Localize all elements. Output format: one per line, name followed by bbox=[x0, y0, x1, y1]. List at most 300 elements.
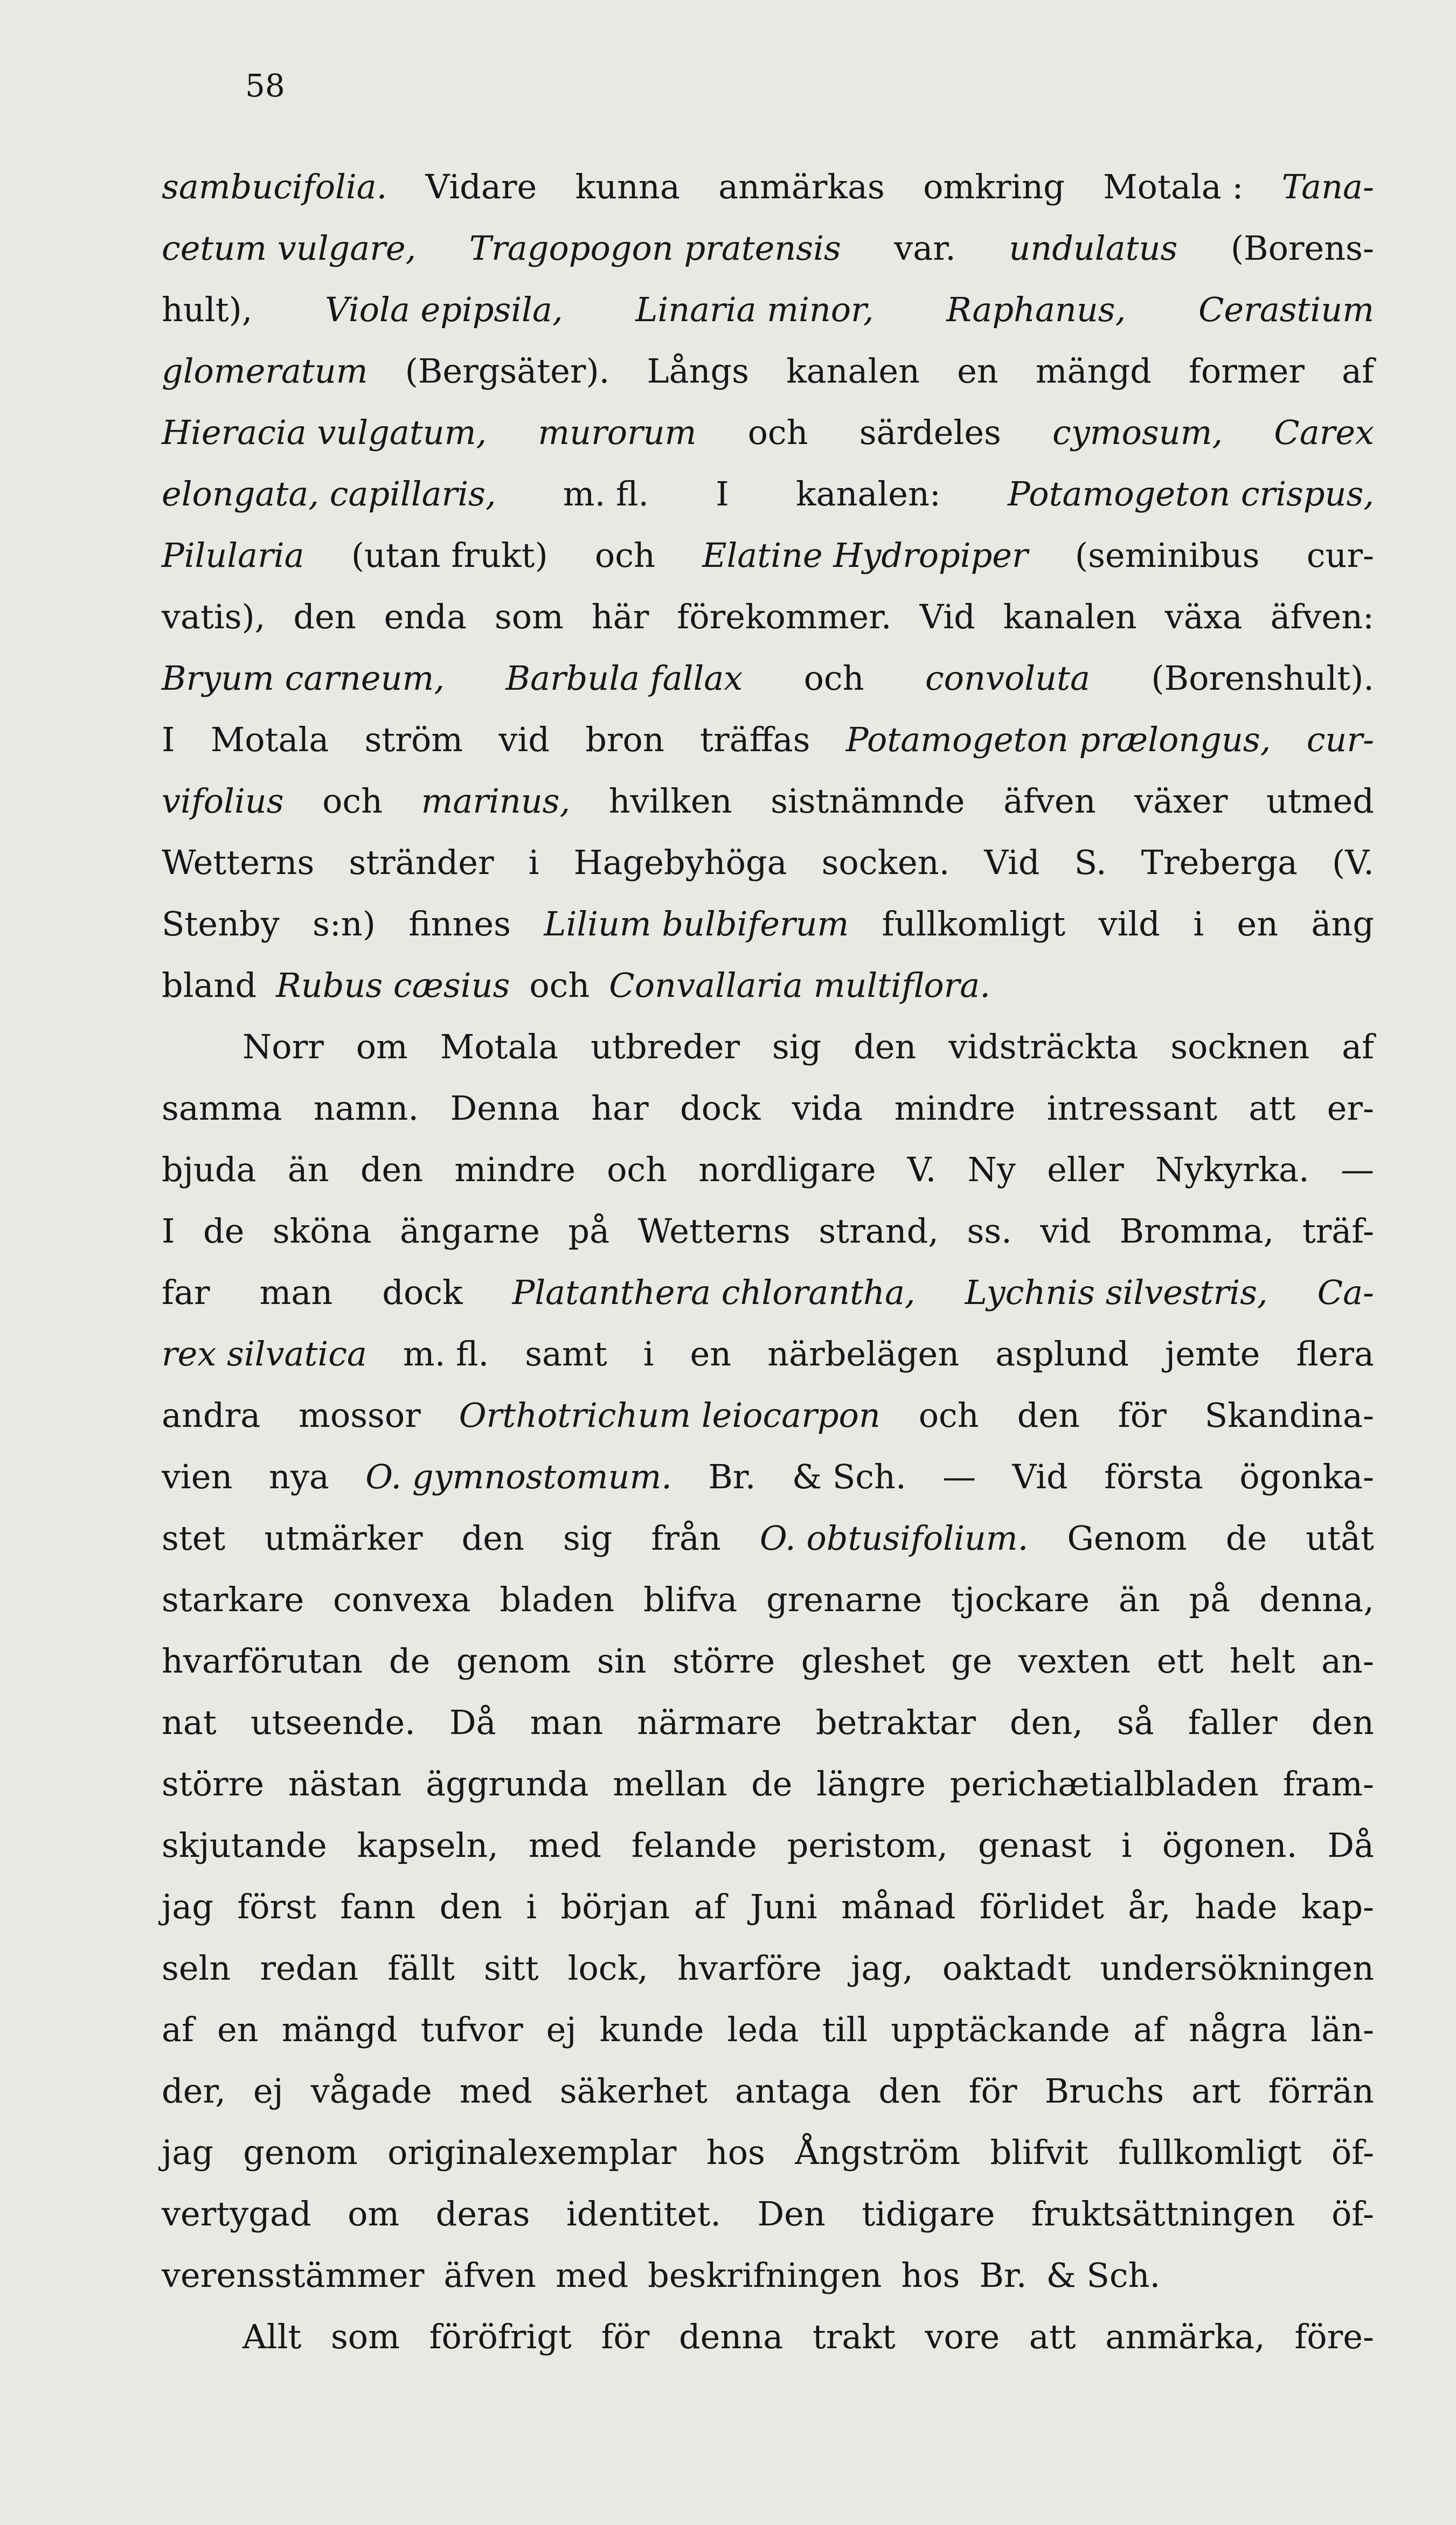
word: ängarne bbox=[400, 1211, 540, 1251]
word: förlidet bbox=[979, 1887, 1104, 1926]
word: af bbox=[1342, 1027, 1374, 1066]
word: mängd bbox=[1035, 351, 1152, 391]
word: kunna bbox=[575, 167, 680, 206]
word: växer bbox=[1134, 781, 1228, 821]
word: — bbox=[942, 1457, 976, 1496]
word: helt bbox=[1230, 1641, 1295, 1681]
word: af bbox=[1342, 351, 1374, 391]
italic-species-name: cymosum, bbox=[1052, 413, 1223, 452]
italic-species-name: Linaria minor, bbox=[635, 290, 874, 329]
word: Ny bbox=[967, 1150, 1016, 1189]
word: man bbox=[530, 1703, 604, 1742]
italic-species-name: convoluta bbox=[925, 658, 1090, 698]
text-line bbox=[162, 279, 1374, 341]
word: socken. bbox=[821, 843, 950, 882]
word: Hagebyhöga bbox=[573, 843, 787, 882]
word: med bbox=[528, 1826, 601, 1865]
word: Motala bbox=[440, 1027, 559, 1066]
word: Den bbox=[757, 2194, 826, 2233]
word: en bbox=[217, 2010, 259, 2049]
word: ögonka- bbox=[1239, 1457, 1374, 1496]
italic-species-name: Tragopogon pratensis bbox=[469, 228, 841, 268]
word: dock bbox=[680, 1088, 761, 1128]
word: deras bbox=[435, 2194, 530, 2233]
italic-species-name: Ca- bbox=[1317, 1273, 1374, 1312]
word: sig bbox=[563, 1518, 613, 1558]
word: anmärkas bbox=[718, 167, 885, 206]
word: och bbox=[529, 966, 590, 1005]
word: hvarföre bbox=[677, 1948, 822, 1988]
word: en bbox=[690, 1334, 732, 1374]
word: trakt bbox=[812, 2317, 896, 2356]
word: lock, bbox=[567, 1948, 648, 1988]
word: an- bbox=[1321, 1641, 1374, 1681]
word: flera bbox=[1296, 1334, 1374, 1374]
word: Vid bbox=[1012, 1457, 1068, 1496]
italic-species-name: cetum vulgare, bbox=[162, 228, 417, 268]
word: (Borenshult). bbox=[1151, 658, 1374, 698]
word: början bbox=[560, 1887, 670, 1926]
word: Vid bbox=[984, 843, 1040, 882]
italic-species-name: Lychnis silvestris, bbox=[965, 1273, 1268, 1312]
word: (utan frukt) bbox=[351, 536, 548, 575]
word: med bbox=[555, 2256, 629, 2295]
word: fullkomligt bbox=[882, 904, 1066, 944]
word: ge bbox=[951, 1641, 993, 1681]
word: er- bbox=[1327, 1088, 1374, 1128]
word: vid bbox=[498, 720, 550, 759]
word: längre bbox=[816, 1764, 926, 1803]
word: fann bbox=[340, 1887, 416, 1926]
word: nat bbox=[162, 1703, 217, 1742]
word: socknen bbox=[1170, 1027, 1310, 1066]
text-line bbox=[162, 2061, 1374, 2122]
word: nya bbox=[268, 1457, 329, 1496]
italic-species-name: vifolius bbox=[162, 781, 284, 821]
word: hade bbox=[1195, 1887, 1278, 1926]
word: mossor bbox=[299, 1396, 421, 1435]
word: Allt bbox=[242, 2317, 302, 2356]
word: och bbox=[594, 536, 655, 575]
italic-species-name: rex silvatica bbox=[162, 1334, 367, 1374]
text-line bbox=[162, 1938, 1374, 1999]
word: utmed bbox=[1266, 781, 1374, 821]
word: utåt bbox=[1306, 1518, 1374, 1558]
word: om bbox=[348, 2194, 400, 2233]
word: denna, bbox=[1259, 1580, 1374, 1619]
word: skjutande bbox=[162, 1826, 327, 1865]
word: än bbox=[1118, 1580, 1160, 1619]
word: bland bbox=[162, 966, 257, 1005]
text-line bbox=[162, 2122, 1374, 2183]
word: nordligare bbox=[698, 1150, 876, 1189]
word: ett bbox=[1156, 1641, 1204, 1681]
text-line bbox=[162, 2306, 1374, 2368]
word: s:n) bbox=[313, 904, 376, 944]
word: (Borens- bbox=[1230, 228, 1374, 268]
word: första bbox=[1104, 1457, 1203, 1496]
word: former bbox=[1188, 351, 1305, 391]
italic-species-name: cur- bbox=[1306, 720, 1374, 759]
word: den bbox=[293, 597, 356, 636]
word: säkerhet bbox=[559, 2071, 708, 2111]
word: peristom, bbox=[787, 1826, 948, 1865]
word: de bbox=[203, 1211, 245, 1251]
word: vertygad bbox=[162, 2194, 311, 2233]
word: här bbox=[591, 597, 649, 636]
word: verensstämmer bbox=[162, 2256, 425, 2295]
italic-species-name: Bryum carneum, bbox=[162, 658, 445, 698]
text-line bbox=[162, 955, 1374, 1016]
word: Vid bbox=[919, 597, 975, 636]
italic-species-name: marinus, bbox=[421, 781, 571, 821]
word: den, bbox=[1009, 1703, 1083, 1742]
word: i bbox=[1121, 1826, 1132, 1865]
word: jag bbox=[162, 2133, 213, 2172]
word: m. fl. bbox=[403, 1334, 489, 1374]
italic-species-name: glomeratum bbox=[162, 351, 368, 391]
word: & Sch. bbox=[792, 1457, 906, 1496]
word: vatis), bbox=[162, 597, 266, 636]
word: Stenby bbox=[162, 904, 280, 944]
word: i bbox=[643, 1334, 654, 1374]
word: äfven: bbox=[1270, 597, 1374, 636]
word: från bbox=[651, 1518, 721, 1558]
word: förrän bbox=[1268, 2071, 1374, 2111]
italic-species-name: O. obtusifolium. bbox=[759, 1518, 1029, 1558]
word: stränder bbox=[349, 843, 494, 882]
text-line bbox=[162, 1753, 1374, 1815]
text-line bbox=[162, 463, 1374, 525]
word: Bromma, bbox=[1119, 1211, 1274, 1251]
word: och bbox=[918, 1396, 979, 1435]
italic-species-name: Tana- bbox=[1281, 167, 1374, 206]
italic-species-name: Raphanus, bbox=[946, 290, 1126, 329]
word: I bbox=[162, 1211, 175, 1251]
word: några bbox=[1189, 2010, 1288, 2049]
word: far bbox=[162, 1273, 210, 1312]
word: seln bbox=[162, 1948, 231, 1988]
word: föröfrigt bbox=[429, 2317, 572, 2356]
word: af bbox=[694, 1887, 726, 1926]
italic-species-name: Convallaria multiflora. bbox=[609, 966, 990, 1005]
word: Wetterns bbox=[637, 1211, 791, 1251]
word: på bbox=[1189, 1580, 1231, 1619]
word: S. bbox=[1074, 843, 1107, 882]
word: faller bbox=[1188, 1703, 1278, 1742]
text-line bbox=[162, 1446, 1374, 1508]
italic-species-name: Viola epipsila, bbox=[325, 290, 563, 329]
word: Denna bbox=[450, 1088, 560, 1128]
word: nästan bbox=[288, 1764, 402, 1803]
text-line bbox=[162, 1262, 1374, 1323]
word: vild bbox=[1098, 904, 1160, 944]
word: cur- bbox=[1306, 536, 1374, 575]
word: i bbox=[528, 843, 539, 882]
word: en bbox=[1237, 904, 1278, 944]
italic-species-name: Lilium bulbiferum bbox=[544, 904, 849, 944]
italic-species-name: undulatus bbox=[1009, 228, 1178, 268]
word: äggrunda bbox=[426, 1764, 589, 1803]
text-line bbox=[162, 1016, 1374, 1078]
word: med bbox=[459, 2071, 532, 2111]
word: kapseln, bbox=[357, 1826, 498, 1865]
word: vida bbox=[792, 1088, 863, 1128]
word: år, bbox=[1128, 1887, 1171, 1926]
text-line bbox=[162, 402, 1374, 463]
text-line bbox=[162, 1692, 1374, 1753]
italic-species-name: Hieracia vulgatum, bbox=[162, 413, 487, 452]
word: öf- bbox=[1331, 2194, 1374, 2233]
word: Br. bbox=[708, 1457, 756, 1496]
word: intressant bbox=[1046, 1088, 1218, 1128]
word: så bbox=[1117, 1703, 1154, 1742]
word: län- bbox=[1311, 2010, 1374, 2049]
word: (V. bbox=[1332, 843, 1374, 882]
word: genom bbox=[243, 2133, 358, 2172]
word: originalexemplar bbox=[387, 2133, 677, 2172]
word: bjuda bbox=[162, 1150, 256, 1189]
word: öf- bbox=[1331, 2133, 1374, 2172]
word: ej bbox=[546, 2010, 577, 2049]
word: Norr bbox=[242, 1027, 324, 1066]
word: för bbox=[601, 2317, 650, 2356]
word: förekommer. bbox=[677, 597, 892, 636]
word: (seminibus bbox=[1074, 536, 1260, 575]
text-line bbox=[162, 2245, 1374, 2306]
word: perichætialbladen bbox=[949, 1764, 1259, 1803]
word: större bbox=[672, 1641, 775, 1681]
word: vågade bbox=[310, 2071, 432, 2111]
word: och bbox=[322, 781, 383, 821]
word: den bbox=[360, 1150, 424, 1189]
word: dock bbox=[382, 1273, 463, 1312]
word: den bbox=[439, 1887, 502, 1926]
word: hult), bbox=[162, 290, 253, 329]
word: identitet. bbox=[566, 2194, 722, 2233]
word: Br. bbox=[979, 2256, 1027, 2295]
word: convexa bbox=[332, 1580, 471, 1619]
word: I bbox=[716, 474, 729, 514]
word: den bbox=[1311, 1703, 1374, 1742]
word: blifvit bbox=[990, 2133, 1088, 2172]
italic-species-name: murorum bbox=[538, 413, 697, 452]
word: för bbox=[968, 2071, 1017, 2111]
word: sitt bbox=[484, 1948, 539, 1988]
word: den bbox=[1017, 1396, 1080, 1435]
word: Då bbox=[449, 1703, 496, 1742]
body-text bbox=[162, 156, 1374, 2368]
word: närbelägen bbox=[767, 1334, 960, 1374]
word: hos bbox=[901, 2256, 960, 2295]
word: af bbox=[162, 2010, 194, 2049]
word: kanalen bbox=[1003, 597, 1137, 636]
word: vore bbox=[925, 2317, 1000, 2356]
word: var. bbox=[894, 228, 956, 268]
word: sköna bbox=[272, 1211, 372, 1251]
word: på bbox=[568, 1211, 610, 1251]
word: Genom bbox=[1067, 1518, 1187, 1558]
word: & Sch. bbox=[1046, 2256, 1161, 2295]
word: Vidare bbox=[425, 167, 537, 206]
word: om bbox=[356, 1027, 408, 1066]
word: har bbox=[591, 1088, 649, 1128]
word: Ångström bbox=[795, 2133, 961, 2172]
word: af bbox=[1133, 2010, 1166, 2049]
word: en bbox=[957, 351, 999, 391]
word: mindre bbox=[454, 1150, 576, 1189]
word: samt bbox=[525, 1334, 607, 1374]
word: de bbox=[751, 1764, 793, 1803]
word: undersökningen bbox=[1100, 1948, 1374, 1988]
word: ögonen. bbox=[1162, 1826, 1298, 1865]
word: jemte bbox=[1165, 1334, 1260, 1374]
word: tjockare bbox=[951, 1580, 1090, 1619]
word: ej bbox=[253, 2071, 283, 2111]
word: enda bbox=[384, 597, 467, 636]
word: fram- bbox=[1282, 1764, 1374, 1803]
word: och bbox=[607, 1150, 668, 1189]
italic-species-name: Pilularia bbox=[162, 536, 304, 575]
word: vien bbox=[162, 1457, 233, 1496]
word: månad bbox=[841, 1887, 956, 1926]
italic-species-name: Platanthera chlorantha, bbox=[512, 1273, 916, 1312]
italic-species-name: Rubus cæsius bbox=[276, 966, 510, 1005]
text-line bbox=[162, 1139, 1374, 1201]
italic-species-name: Potamogeton crispus, bbox=[1008, 474, 1374, 514]
text-line bbox=[162, 218, 1374, 279]
italic-species-name: Cerastium bbox=[1198, 290, 1374, 329]
word: utmärker bbox=[264, 1518, 423, 1558]
word: — bbox=[1340, 1150, 1374, 1189]
word: genast bbox=[977, 1826, 1091, 1865]
word: hvarförutan bbox=[162, 1641, 363, 1681]
word: än bbox=[287, 1150, 329, 1189]
word: i bbox=[1193, 904, 1204, 944]
italic-species-name: O. gymnostomum. bbox=[365, 1457, 672, 1496]
word: sin bbox=[597, 1641, 647, 1681]
word: anmärka, bbox=[1105, 2317, 1265, 2356]
word: att bbox=[1029, 2317, 1076, 2356]
word: der, bbox=[162, 2071, 226, 2111]
text-line bbox=[162, 586, 1374, 648]
word: att bbox=[1249, 1088, 1296, 1128]
word: kanalen: bbox=[796, 474, 941, 514]
text-line bbox=[162, 893, 1374, 955]
word: som bbox=[330, 2317, 400, 2356]
word: större bbox=[162, 1764, 265, 1803]
text-line bbox=[162, 1201, 1374, 1262]
word: Juni bbox=[750, 1887, 817, 1926]
italic-species-name: Elatine Hydropiper bbox=[702, 536, 1028, 575]
word: fruktsättningen bbox=[1031, 2194, 1295, 2233]
word: blifva bbox=[643, 1580, 738, 1619]
word: hvilken bbox=[608, 781, 732, 821]
word: före- bbox=[1294, 2317, 1374, 2356]
word: eller bbox=[1047, 1150, 1124, 1189]
word: utbreder bbox=[591, 1027, 740, 1066]
word: och bbox=[747, 413, 808, 452]
word: träffas bbox=[700, 720, 810, 759]
word: m. fl. bbox=[563, 474, 649, 514]
text-line bbox=[162, 156, 1374, 218]
italic-species-name: Potamogeton prælongus, bbox=[845, 720, 1271, 759]
text-line bbox=[162, 1569, 1374, 1631]
word: kap- bbox=[1301, 1887, 1374, 1926]
word: I bbox=[162, 720, 175, 759]
word: antaga bbox=[734, 2071, 851, 2111]
word: till bbox=[822, 2010, 868, 2049]
word: vexten bbox=[1018, 1641, 1131, 1681]
word: tidigare bbox=[862, 2194, 995, 2233]
word: Treberga bbox=[1141, 843, 1298, 882]
word: kanalen bbox=[786, 351, 920, 391]
word: bron bbox=[585, 720, 664, 759]
word: finnes bbox=[408, 904, 511, 944]
word: Skandina- bbox=[1204, 1396, 1374, 1435]
text-line bbox=[162, 1323, 1374, 1385]
word: sistnämnde bbox=[771, 781, 965, 821]
word: ström bbox=[364, 720, 463, 759]
text-line bbox=[162, 709, 1374, 771]
word: gleshet bbox=[801, 1641, 925, 1681]
italic-species-name: Orthotrichum leiocarpon bbox=[459, 1396, 880, 1435]
word: Bruchs bbox=[1044, 2071, 1164, 2111]
word: utseende. bbox=[250, 1703, 415, 1742]
word: särdeles bbox=[859, 413, 1001, 452]
text-line bbox=[162, 1815, 1374, 1876]
word: den bbox=[878, 2071, 941, 2111]
word: sig bbox=[772, 1027, 822, 1066]
word: (Bergsäter). bbox=[405, 351, 610, 391]
word: fällt bbox=[387, 1948, 455, 1988]
page-number: 58 bbox=[245, 67, 285, 104]
word: jag bbox=[162, 1887, 213, 1926]
word: betraktar bbox=[815, 1703, 976, 1742]
text-line bbox=[162, 525, 1374, 586]
word: samma bbox=[162, 1088, 282, 1128]
word: äng bbox=[1311, 904, 1374, 944]
word: äfven bbox=[1003, 781, 1096, 821]
word: som bbox=[494, 597, 564, 636]
word: vidsträckta bbox=[948, 1027, 1139, 1066]
word: hos bbox=[706, 2133, 765, 2172]
word: art bbox=[1191, 2071, 1241, 2111]
word: genom bbox=[456, 1641, 571, 1681]
word: mängd bbox=[281, 2010, 398, 2049]
text-line bbox=[162, 1999, 1374, 2061]
word: Wetterns bbox=[162, 843, 315, 882]
italic-species-name: sambucifolia. bbox=[162, 167, 387, 206]
text-line bbox=[162, 648, 1374, 709]
text-line bbox=[162, 1508, 1374, 1569]
word: Motala bbox=[210, 720, 329, 759]
text-line bbox=[162, 2183, 1374, 2245]
word: grenarne bbox=[766, 1580, 923, 1619]
word: man bbox=[259, 1273, 333, 1312]
text-line bbox=[162, 1631, 1374, 1692]
word: redan bbox=[260, 1948, 359, 1988]
text-line bbox=[162, 832, 1374, 893]
word: träf- bbox=[1302, 1211, 1374, 1251]
word: mellan bbox=[613, 1764, 727, 1803]
word: namn. bbox=[313, 1088, 419, 1128]
word: mindre bbox=[894, 1088, 1016, 1128]
word: tufvor bbox=[420, 2010, 523, 2049]
word: leda bbox=[727, 2010, 799, 2049]
word: upptäckande bbox=[891, 2010, 1110, 2049]
word: V. bbox=[907, 1150, 937, 1189]
